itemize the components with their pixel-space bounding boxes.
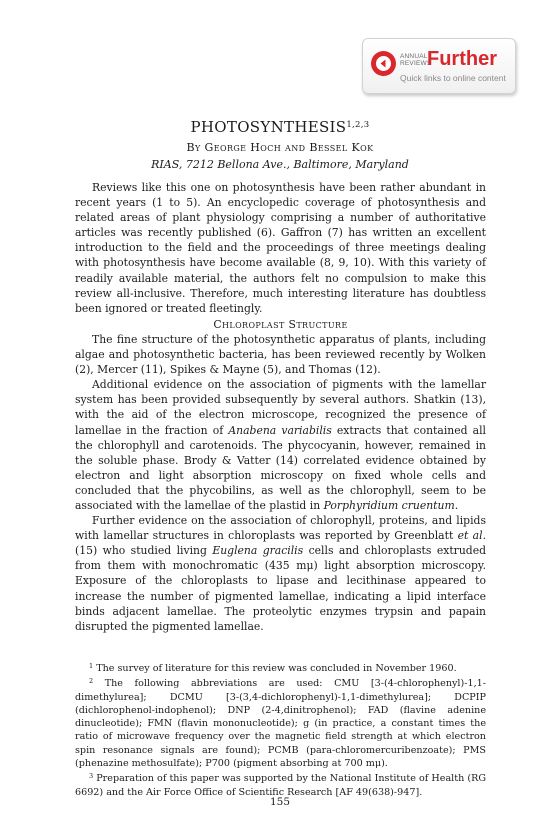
footnote-mark: 2 [89,677,94,686]
paragraph-3-text-a: Further evidence on the association of chlorophyll, proteins, and lipids with lamellar structures in chloroplasts was reported by Greenblatt [75,514,486,543]
page-number: 155 [269,796,291,808]
badge-brand-line2: REVIEWS [400,60,432,67]
species-name: Anabena variabilis [228,423,332,437]
footnote-3 [75,770,486,799]
play-arrow-icon [371,51,396,76]
article-title-text: PHOTOSYNTHESIS [190,118,347,136]
paragraph-3-text-e: cells and chloroplasts extruded from them with monochromatic (435 mμ) light absorption microscopy. Exposure of the chloroplasts to lipase and lecithinase appeared to increase the number of pigmented lamellae, indicating a lipid interface binds adjacent lamellae. The proteolytic enzymes trypsin and papain disrupted the pigmented lamellae. [75,544,486,633]
footnote-2 [75,675,486,770]
paragraph-2-text-e: . [454,498,459,512]
footnote-mark: 1 [89,662,94,670]
badge-subtitle: Quick links to online content [400,73,506,83]
badge-brand-line1: ANNUAL [400,53,428,60]
paragraph-3-text-c: (15) who studied living [75,544,213,558]
species-name: Porphyridium cruentum [323,498,455,512]
paragraph-3 [75,513,486,634]
paragraph-2-text-a: Additional evidence on the association of pigments with the lamellar system has been provided subsequently by several authors. Shatkin (13), with the aid of the electron microscope, recognized the presence of lamellae in the fraction of [75,378,486,437]
et-al: et al. [457,529,487,543]
paragraph-2-text-c: extracts that contained all the chlorophyll and carotenoids. The phycocyanin, however, remained in the soluble phase. Brody & Vatter (14) correlated evidence obtained by electron and light absorption microscopy on fixed whole cells and concluded that the phycobilins, as well as the chlorophyll, seem to be associated with the lamellae of the plastid in [75,423,487,512]
section-heading: Chloroplast Structure [213,317,348,331]
species-name: Euglena gracilis [212,544,304,558]
paragraph-2 [75,377,486,513]
intro-paragraph: Reviews like this one on photosynthesis have been rather abundant in recent years (1 to 5). An encyclopedic coverage of photosynthesis and related areas of plant physiology comprising a number of authoritative articles was recently published (6). Gaffron (7) has written an excellent introduction to the field and the proceedings of three meetings dealing with photosynthesis have become available (8, 9, 10). With this variety of readily available material, the authors felt no compulsion to make this review all-inclusive. Therefore, much interesting literature has doubtless been ignored or treated fleetingly. [75,181,486,315]
badge-title: Further [427,48,497,70]
footnotes [75,660,486,799]
authors: By George Hoch and Bessel Kok [186,141,374,154]
article-body [75,180,486,634]
further-badge[interactable] [362,38,516,94]
footnote-text: The following abbreviations are used: CMU [3-(4-chlorophenyl)-1,1-dimethylurea]; DCMU [3-(3,4-dichlorophenyl)-1,1-dimethylurea]; DCPIP (dichlorophenol-indophenol); DNP (2-4,dinitrophenol); FAD (flavine adenine dinucleotide); FMN (flavin mononucleotide); g (in practice, a constant times the ratio of microwave frequency over the magnetic field strength at which electron spin resonance signals are found); PCMB (para-chloromercuribenzoate); PMS (phenazine methosulfate); P700 (pigment absorbing at 700 mμ). [75,678,486,770]
paragraph-1: The fine structure of the photosynthetic apparatus of plants, including algae and photosynthetic bacteria, has been reviewed recently by Wolken (2), Mercer (11), Spikes & Mayne (5), and Thomas (12). [75,332,486,377]
footnote-text: Preparation of this paper was supported by the National Institute of Health (RG 6692) and the Air Force Office of Scientific Research [AF 49(638)-947]. [75,773,486,798]
title-footnote-refs: 1,2,3 [346,120,370,130]
article-title [0,118,560,136]
footnote-mark: 3 [89,772,94,781]
footnote-text: The survey of literature for this review was concluded in November 1960. [96,663,457,674]
affiliation: RIAS, 7212 Bellona Ave., Baltimore, Maryland [151,158,409,171]
footnote-1 [75,660,486,675]
